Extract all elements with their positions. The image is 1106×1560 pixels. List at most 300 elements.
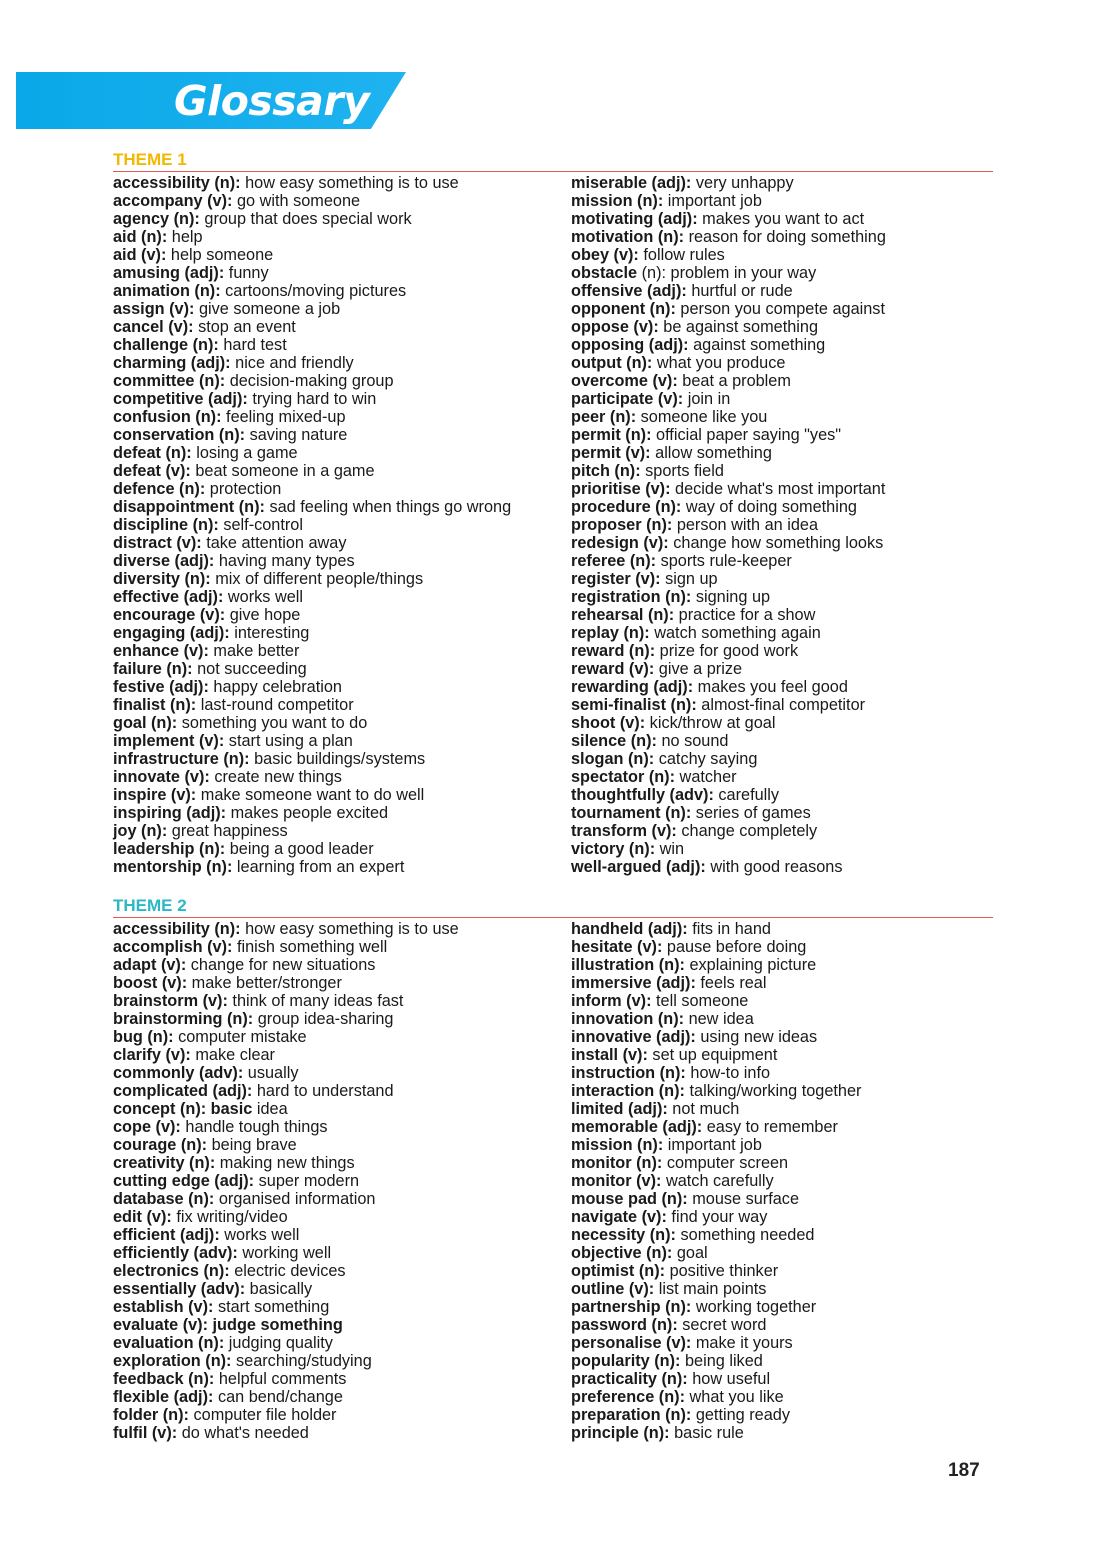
glossary-entry bbox=[571, 210, 886, 228]
glossary-entry bbox=[571, 264, 886, 282]
glossary-definition: learning from an expert bbox=[232, 858, 405, 876]
glossary-definition: watch carefully bbox=[661, 1172, 774, 1190]
glossary-term: infrastructure (n): bbox=[113, 750, 250, 768]
glossary-term: accompany (v): bbox=[113, 192, 233, 210]
glossary-term: efficiently (adv): bbox=[113, 1244, 238, 1262]
glossary-term: hesitate (v): bbox=[571, 938, 663, 956]
glossary-definition: makes you feel good bbox=[693, 678, 848, 696]
glossary-term: semi-finalist (n): bbox=[571, 696, 697, 714]
glossary-definition: person you compete against bbox=[675, 300, 885, 318]
glossary-term: charming (adj): bbox=[113, 354, 231, 372]
glossary-definition: way of doing something bbox=[681, 498, 857, 516]
glossary-definition: mouse surface bbox=[687, 1190, 799, 1208]
glossary-term: aid (v): bbox=[113, 246, 167, 264]
glossary-entry bbox=[571, 1082, 861, 1100]
glossary-entry bbox=[571, 462, 886, 480]
glossary-term: joy (n): bbox=[113, 822, 168, 840]
glossary-term: reward (n): bbox=[571, 642, 656, 660]
glossary-definition: new idea bbox=[684, 1010, 754, 1028]
glossary-entry bbox=[571, 282, 886, 300]
theme-2-heading-bar bbox=[113, 896, 993, 918]
glossary-term: objective (n): bbox=[571, 1244, 673, 1262]
glossary-entry bbox=[113, 1010, 459, 1028]
glossary-term: necessity (n): bbox=[571, 1226, 676, 1244]
glossary-term: output (n): bbox=[571, 354, 653, 372]
glossary-definition: having many types bbox=[214, 552, 355, 570]
glossary-entry bbox=[571, 228, 886, 246]
glossary-entry bbox=[571, 624, 886, 642]
glossary-entry bbox=[113, 1082, 459, 1100]
glossary-entry bbox=[571, 1226, 861, 1244]
glossary-term: transform (v): bbox=[571, 822, 677, 840]
glossary-term: brainstorm (v): bbox=[113, 992, 228, 1010]
glossary-term: commonly (adv): bbox=[113, 1064, 244, 1082]
glossary-definition: prize for good work bbox=[655, 642, 799, 660]
glossary-term: register (v): bbox=[571, 570, 661, 588]
glossary-definition: fix writing/video bbox=[171, 1208, 288, 1226]
glossary-term: feedback (n): bbox=[113, 1370, 215, 1388]
glossary-term: accomplish (v): bbox=[113, 938, 233, 956]
glossary-term: cancel (v): bbox=[113, 318, 194, 336]
glossary-entry bbox=[113, 1262, 459, 1280]
glossary-definition: sports field bbox=[640, 462, 724, 480]
glossary-term: overcome (v): bbox=[571, 372, 678, 390]
glossary-entry bbox=[113, 210, 511, 228]
glossary-term: referee (n): bbox=[571, 552, 657, 570]
glossary-definition: make better/stronger bbox=[187, 974, 342, 992]
glossary-definition: reason for doing something bbox=[684, 228, 886, 246]
theme-1-left-column bbox=[113, 174, 511, 876]
glossary-entry bbox=[571, 1388, 861, 1406]
glossary-definition: follow rules bbox=[638, 246, 725, 264]
glossary-term: partnership (n): bbox=[571, 1298, 692, 1316]
glossary-entry bbox=[113, 426, 511, 444]
glossary-entry bbox=[571, 354, 886, 372]
glossary-entry bbox=[571, 768, 886, 786]
glossary-term: popularity (n): bbox=[571, 1352, 681, 1370]
glossary-definition: helpful comments bbox=[214, 1370, 347, 1388]
glossary-term: principle (n): bbox=[571, 1424, 670, 1442]
glossary-term: implement (v): bbox=[113, 732, 225, 750]
glossary-definition: being a good leader bbox=[225, 840, 374, 858]
glossary-definition: help someone bbox=[166, 246, 274, 264]
glossary-entry bbox=[113, 1280, 459, 1298]
glossary-term: limited (adj): bbox=[571, 1100, 668, 1118]
glossary-term: practicality (n): bbox=[571, 1370, 688, 1388]
glossary-entry bbox=[113, 786, 511, 804]
glossary-entry bbox=[113, 354, 511, 372]
glossary-entry bbox=[113, 624, 511, 642]
glossary-definition: judging quality bbox=[224, 1334, 333, 1352]
glossary-definition: watcher bbox=[675, 768, 737, 786]
glossary-term: memorable (adj): bbox=[571, 1118, 703, 1136]
glossary-definition: stop an event bbox=[193, 318, 296, 336]
glossary-term: disappointment (n): bbox=[113, 498, 265, 516]
glossary-term: monitor (v): bbox=[571, 1172, 662, 1190]
glossary-entry bbox=[571, 444, 886, 462]
glossary-definition: secret word bbox=[677, 1316, 767, 1334]
glossary-definition: usually bbox=[243, 1064, 299, 1082]
glossary-term: illustration (n): bbox=[571, 956, 685, 974]
glossary-term: shoot (v): bbox=[571, 714, 646, 732]
glossary-entry bbox=[571, 372, 886, 390]
glossary-entry bbox=[113, 1316, 459, 1334]
glossary-entry bbox=[113, 228, 511, 246]
glossary-definition: group idea-sharing bbox=[253, 1010, 394, 1028]
glossary-definition: hard to understand bbox=[252, 1082, 394, 1100]
glossary-definition: computer file holder bbox=[188, 1406, 337, 1424]
glossary-definition: happy celebration bbox=[208, 678, 342, 696]
glossary-definition: positive thinker bbox=[665, 1262, 779, 1280]
glossary-definition: computer mistake bbox=[173, 1028, 307, 1046]
glossary-term: pitch (n): bbox=[571, 462, 641, 480]
glossary-definition: makes people excited bbox=[226, 804, 389, 822]
glossary-entry bbox=[571, 732, 886, 750]
glossary-definition: using new ideas bbox=[695, 1028, 818, 1046]
glossary-entry bbox=[113, 390, 511, 408]
glossary-definition: how-to info bbox=[685, 1064, 771, 1082]
glossary-definition: watch something again bbox=[649, 624, 821, 642]
glossary-definition: take attention away bbox=[201, 534, 347, 552]
glossary-entry bbox=[113, 516, 511, 534]
glossary-term: slogan (n): bbox=[571, 750, 655, 768]
glossary-entry bbox=[113, 282, 511, 300]
glossary-term: reward (v): bbox=[571, 660, 655, 678]
glossary-entry bbox=[113, 1154, 459, 1172]
glossary-definition: think of many ideas fast bbox=[227, 992, 404, 1010]
glossary-entry bbox=[571, 938, 861, 956]
glossary-term: adapt (v): bbox=[113, 956, 187, 974]
glossary-entry bbox=[113, 1208, 459, 1226]
glossary-definition: hurtful or rude bbox=[686, 282, 793, 300]
glossary-entry bbox=[113, 768, 511, 786]
glossary-definition: great happiness bbox=[167, 822, 288, 840]
glossary-term: competitive (adj): bbox=[113, 390, 248, 408]
glossary-entry bbox=[571, 1406, 861, 1424]
glossary-entry bbox=[113, 938, 459, 956]
glossary-entry bbox=[571, 1136, 861, 1154]
glossary-definition: (n): problem in your way bbox=[637, 264, 817, 282]
glossary-entry bbox=[571, 426, 886, 444]
glossary-entry bbox=[113, 1226, 459, 1244]
glossary-term: innovative (adj): bbox=[571, 1028, 696, 1046]
glossary-term: amusing (adj): bbox=[113, 264, 225, 282]
glossary-entry bbox=[571, 246, 886, 264]
glossary-definition: basically bbox=[245, 1280, 313, 1298]
glossary-entry bbox=[113, 246, 511, 264]
glossary-entry bbox=[113, 714, 511, 732]
glossary-definition: finish something well bbox=[232, 938, 388, 956]
glossary-definition: kick/throw at goal bbox=[645, 714, 776, 732]
glossary-entry bbox=[113, 678, 511, 696]
glossary-term: prioritise (v): bbox=[571, 480, 671, 498]
glossary-term: password (n): bbox=[571, 1316, 678, 1334]
glossary-definition: being liked bbox=[680, 1352, 763, 1370]
glossary-definition: tell someone bbox=[651, 992, 749, 1010]
glossary-term: install (v): bbox=[571, 1046, 648, 1064]
glossary-definition: goal bbox=[672, 1244, 708, 1262]
glossary-term: conservation (n): bbox=[113, 426, 246, 444]
glossary-term: permit (v): bbox=[571, 444, 651, 462]
glossary-definition: saving nature bbox=[245, 426, 348, 444]
glossary-term: evaluation (n): bbox=[113, 1334, 225, 1352]
glossary-definition: basic buildings/systems bbox=[249, 750, 426, 768]
glossary-term: accessibility (n): bbox=[113, 920, 241, 938]
glossary-entry bbox=[113, 1370, 459, 1388]
glossary-entry bbox=[571, 804, 886, 822]
glossary-entry bbox=[571, 480, 886, 498]
glossary-entry bbox=[571, 1298, 861, 1316]
glossary-definition: idea bbox=[252, 1100, 288, 1118]
glossary-definition: what you like bbox=[685, 1388, 784, 1406]
glossary-term: redesign (v): bbox=[571, 534, 669, 552]
glossary-entry bbox=[113, 570, 511, 588]
glossary-entry bbox=[571, 552, 886, 570]
glossary-term: instruction (n): bbox=[571, 1064, 686, 1082]
glossary-entry bbox=[113, 696, 511, 714]
glossary-term: festive (adj): bbox=[113, 678, 209, 696]
glossary-definition: sports rule-keeper bbox=[656, 552, 792, 570]
glossary-entry bbox=[113, 606, 511, 624]
theme-2-left-column bbox=[113, 920, 459, 1442]
glossary-term: animation (n): bbox=[113, 282, 221, 300]
glossary-term: offensive (adj): bbox=[571, 282, 687, 300]
glossary-term: mentorship (n): bbox=[113, 858, 233, 876]
glossary-entry bbox=[571, 1064, 861, 1082]
glossary-entry bbox=[571, 1334, 861, 1352]
glossary-entry bbox=[571, 1100, 861, 1118]
glossary-term: essentially (adv): bbox=[113, 1280, 246, 1298]
glossary-definition: easy to remember bbox=[702, 1118, 838, 1136]
glossary-term: aid (n): bbox=[113, 228, 168, 246]
glossary-entry bbox=[113, 858, 511, 876]
glossary-term: monitor (n): bbox=[571, 1154, 663, 1172]
glossary-entry bbox=[571, 588, 886, 606]
glossary-entry bbox=[571, 300, 886, 318]
glossary-definition: carefully bbox=[713, 786, 780, 804]
theme-1-heading-bar bbox=[113, 150, 993, 172]
glossary-definition: make better bbox=[208, 642, 300, 660]
glossary-term: spectator (n): bbox=[571, 768, 676, 786]
glossary-definition: official paper saying "yes" bbox=[651, 426, 842, 444]
glossary-definition: what you produce bbox=[652, 354, 786, 372]
theme-1-title: THEME 1 bbox=[113, 150, 187, 169]
glossary-entry bbox=[571, 336, 886, 354]
glossary-term: mission (n): bbox=[571, 192, 664, 210]
glossary-term: navigate (v): bbox=[571, 1208, 667, 1226]
glossary-entry bbox=[571, 660, 886, 678]
glossary-entry bbox=[113, 1100, 459, 1118]
glossary-entry bbox=[571, 1190, 861, 1208]
glossary-entry bbox=[113, 1046, 459, 1064]
glossary-entry bbox=[113, 444, 511, 462]
glossary-definition: protection bbox=[205, 480, 282, 498]
glossary-term: obey (v): bbox=[571, 246, 639, 264]
glossary-entry bbox=[571, 1424, 861, 1442]
glossary-term: inspiring (adj): bbox=[113, 804, 227, 822]
glossary-entry bbox=[571, 192, 886, 210]
glossary-term: opposing (adj): bbox=[571, 336, 689, 354]
glossary-entry bbox=[571, 318, 886, 336]
glossary-definition: makes you want to act bbox=[697, 210, 865, 228]
glossary-definition: do what's needed bbox=[177, 1424, 309, 1442]
glossary-definition: very unhappy bbox=[691, 174, 794, 192]
glossary-definition: talking/working together bbox=[684, 1082, 862, 1100]
glossary-definition: catchy saying bbox=[654, 750, 758, 768]
glossary-entry bbox=[571, 1172, 861, 1190]
glossary-definition: beat someone in a game bbox=[190, 462, 375, 480]
glossary-definition: trying hard to win bbox=[247, 390, 377, 408]
glossary-entry bbox=[571, 1262, 861, 1280]
glossary-term: permit (n): bbox=[571, 426, 652, 444]
glossary-definition: mix of different people/things bbox=[210, 570, 424, 588]
glossary-definition: with good reasons bbox=[705, 858, 843, 876]
glossary-term: replay (n): bbox=[571, 624, 650, 642]
glossary-definition: searching/studying bbox=[231, 1352, 372, 1370]
glossary-definition: make clear bbox=[190, 1046, 275, 1064]
glossary-term: database (n): bbox=[113, 1190, 215, 1208]
glossary-definition: self-control bbox=[218, 516, 303, 534]
glossary-definition: works well bbox=[219, 1226, 300, 1244]
glossary-entry bbox=[113, 480, 511, 498]
glossary-term: oppose (v): bbox=[571, 318, 659, 336]
glossary-definition: decision-making group bbox=[225, 372, 394, 390]
glossary-term: engaging (adj): bbox=[113, 624, 230, 642]
glossary-entry bbox=[113, 1028, 459, 1046]
glossary-entry bbox=[571, 1046, 861, 1064]
glossary-term: encourage (v): bbox=[113, 606, 226, 624]
glossary-entry bbox=[113, 588, 511, 606]
glossary-term: complicated (adj): bbox=[113, 1082, 253, 1100]
glossary-entry bbox=[571, 1352, 861, 1370]
glossary-definition: important job bbox=[663, 1136, 762, 1154]
glossary-entry bbox=[113, 1334, 459, 1352]
glossary-term: confusion (n): bbox=[113, 408, 222, 426]
glossary-definition: someone like you bbox=[636, 408, 768, 426]
glossary-definition: funny bbox=[224, 264, 269, 282]
glossary-term: enhance (v): bbox=[113, 642, 209, 660]
glossary-definition: pause before doing bbox=[662, 938, 807, 956]
glossary-term: assign (v): bbox=[113, 300, 195, 318]
glossary-entry bbox=[113, 1424, 459, 1442]
glossary-definition: change how something looks bbox=[668, 534, 884, 552]
glossary-term: electronics (n): bbox=[113, 1262, 230, 1280]
glossary-term: handheld (adj): bbox=[571, 920, 688, 938]
glossary-definition: making new things bbox=[215, 1154, 355, 1172]
glossary-term: registration (n): bbox=[571, 588, 692, 606]
glossary-term: victory (n): bbox=[571, 840, 656, 858]
glossary-entry bbox=[571, 408, 886, 426]
glossary-definition: how easy something is to use bbox=[240, 920, 459, 938]
glossary-entry bbox=[113, 840, 511, 858]
glossary-entry bbox=[571, 498, 886, 516]
glossary-term: defence (n): bbox=[113, 480, 206, 498]
glossary-entry bbox=[113, 660, 511, 678]
glossary-definition: list main points bbox=[654, 1280, 767, 1298]
glossary-entry bbox=[571, 174, 886, 192]
glossary-term: tournament (n): bbox=[571, 804, 692, 822]
glossary-entry bbox=[113, 372, 511, 390]
glossary-definition: give hope bbox=[225, 606, 301, 624]
glossary-entry bbox=[113, 1172, 459, 1190]
glossary-entry bbox=[571, 534, 886, 552]
glossary-definition: find your way bbox=[666, 1208, 768, 1226]
glossary-definition: losing a game bbox=[191, 444, 298, 462]
glossary-entry bbox=[113, 408, 511, 426]
glossary-definition: almost-final competitor bbox=[696, 696, 866, 714]
glossary-definition: nice and friendly bbox=[230, 354, 354, 372]
glossary-entry bbox=[571, 992, 861, 1010]
glossary-term: effective (adj): bbox=[113, 588, 224, 606]
glossary-entry bbox=[113, 264, 511, 282]
glossary-entry bbox=[113, 750, 511, 768]
glossary-term: inform (v): bbox=[571, 992, 652, 1010]
glossary-term: thoughtfully (adv): bbox=[571, 786, 714, 804]
glossary-definition: set up equipment bbox=[647, 1046, 778, 1064]
theme-1-right-column bbox=[571, 174, 886, 876]
glossary-term: mouse pad (n): bbox=[571, 1190, 688, 1208]
glossary-entry bbox=[113, 956, 459, 974]
glossary-entry bbox=[113, 174, 511, 192]
glossary-term: goal (n): bbox=[113, 714, 178, 732]
glossary-definition: allow something bbox=[650, 444, 772, 462]
glossary-entry bbox=[571, 696, 886, 714]
glossary-definition: start using a plan bbox=[224, 732, 353, 750]
glossary-entry bbox=[571, 516, 886, 534]
glossary-definition: not succeeding bbox=[192, 660, 307, 678]
theme-2-right-column bbox=[571, 920, 861, 1442]
glossary-entry bbox=[113, 534, 511, 552]
glossary-definition: feels real bbox=[695, 974, 767, 992]
glossary-definition: sad feeling when things go wrong bbox=[264, 498, 512, 516]
glossary-term: accessibility (n): bbox=[113, 174, 241, 192]
glossary-definition: make it yours bbox=[691, 1334, 793, 1352]
glossary-term: failure (n): bbox=[113, 660, 193, 678]
glossary-entry bbox=[113, 1298, 459, 1316]
glossary-definition: feeling mixed-up bbox=[221, 408, 346, 426]
glossary-entry bbox=[113, 1136, 459, 1154]
glossary-definition: signing up bbox=[691, 588, 771, 606]
glossary-definition: basic rule bbox=[669, 1424, 744, 1442]
glossary-entry bbox=[571, 678, 886, 696]
glossary-term: leadership (n): bbox=[113, 840, 226, 858]
glossary-definition: can bend/change bbox=[213, 1388, 343, 1406]
glossary-term: motivating (adj): bbox=[571, 210, 698, 228]
glossary-term: procedure (n): bbox=[571, 498, 682, 516]
glossary-term: diverse (adj): bbox=[113, 552, 215, 570]
glossary-definition: change for new situations bbox=[186, 956, 376, 974]
glossary-definition: fits in hand bbox=[687, 920, 771, 938]
glossary-definition: sign up bbox=[660, 570, 718, 588]
glossary-entry bbox=[113, 192, 511, 210]
glossary-definition: beat a problem bbox=[677, 372, 791, 390]
glossary-entry bbox=[571, 974, 861, 992]
glossary-entry bbox=[571, 920, 861, 938]
glossary-term: discipline (n): bbox=[113, 516, 219, 534]
glossary-term: finalist (n): bbox=[113, 696, 197, 714]
glossary-entry bbox=[571, 1154, 861, 1172]
glossary-term: well-argued (adj): bbox=[571, 858, 706, 876]
glossary-term: agency (n): bbox=[113, 210, 200, 228]
glossary-entry bbox=[571, 1244, 861, 1262]
glossary-term: evaluate (v): judge something bbox=[113, 1316, 343, 1334]
glossary-term: establish (v): bbox=[113, 1298, 214, 1316]
glossary-definition: practice for a show bbox=[674, 606, 816, 624]
glossary-term: silence (n): bbox=[571, 732, 657, 750]
glossary-term: distract (v): bbox=[113, 534, 202, 552]
glossary-entry bbox=[113, 642, 511, 660]
glossary-term: peer (n): bbox=[571, 408, 637, 426]
